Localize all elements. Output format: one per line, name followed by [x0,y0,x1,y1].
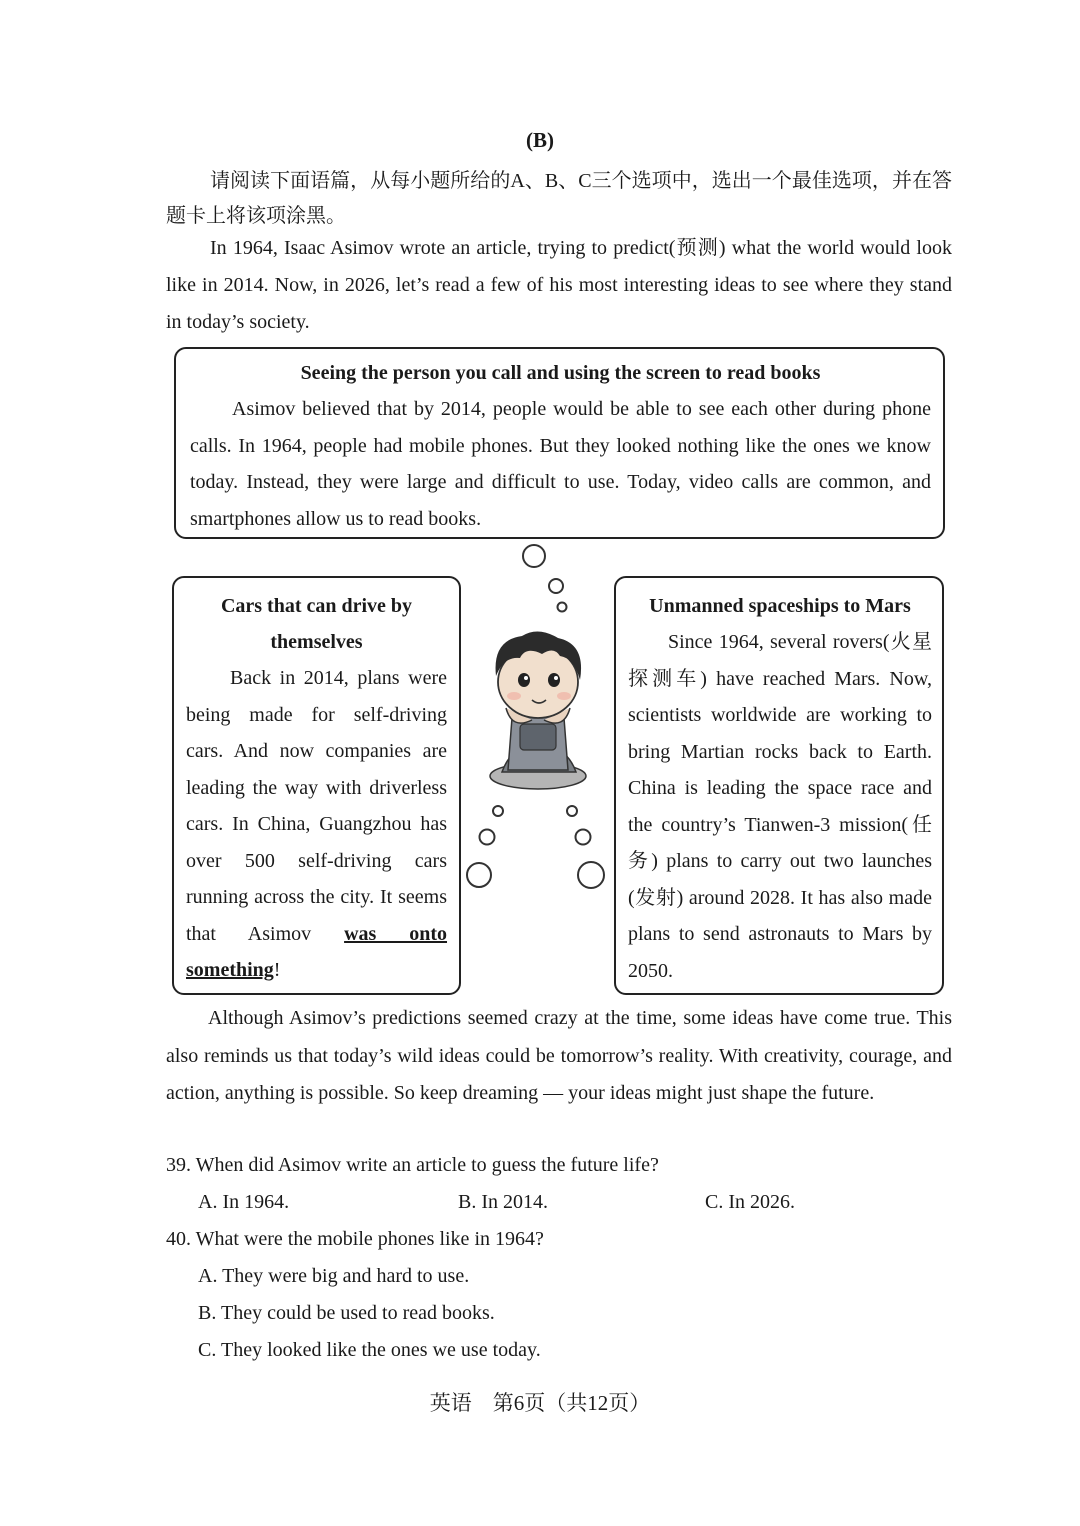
cars-box-title: Cars that can drive by themselves [220,595,413,653]
thought-bubble-right-medium [576,830,591,845]
intro-paragraph: In 1964, Isaac Asimov wrote an article, trying to predict(预测) what the world would look like in 2014. Now, in 2026, let’s read a few of his most interesting ideas to see where they stand in today’s society. [166,237,952,333]
cars-box-text [186,660,447,989]
q39-option-a: A. In 1964. [198,1191,290,1213]
cars-box [172,576,461,995]
thinking-child-illustration [462,540,614,900]
cars-box-end: ! [273,959,281,981]
section-title: (B) [526,128,554,152]
thought-bubble-large [523,545,545,567]
thought-bubble-right-small [567,806,577,816]
cars-box-body: Back in 2014, plans were being made for self-driving cars. And now companies are leading the way with driverless cars. In China, Guangzhou has over 500 self-driving cars running across the city. It seems that Asimov [186,667,447,945]
q40-option-c: C. They looked like the ones we use today. [198,1339,541,1361]
question-40: 40. What were the mobile phones like in 1964? [166,1228,544,1250]
cars-box-underlined: was onto something [186,922,448,981]
child-figure [490,631,586,789]
phone-box-title: Seeing the person you call and using the screen to read books [300,362,821,384]
instruction-text: 请阅读下面语篇，从每小题所给的A、B、C三个选项中，选出一个最佳选项，并在答题卡上将该项涂黑。 [166,170,952,227]
mars-box-text: Since 1964, several rovers(火星探测车) have reached Mars. Now, scientists worldwide are working to bring Martian rocks back to Earth. China is leading the space race and the country’s Tianwen-3 mission(任务) plans to carry out two launches (发射) around 2028. It has also made plans to send astronauts to Mars by 2050. [628,631,932,982]
phone-box-text: Asimov believed that by 2014, people would be able to see each other during phone calls. In 1964, people had mobile phones. But they looked nothing like the ones we know today. Instead, they were large and difficult to use. Today, video calls are common, and smartphones allow us to read books. [190,398,931,530]
thought-bubble-small [558,603,567,612]
q39-option-c: C. In 2026. [705,1191,795,1213]
thought-bubble-medium [549,579,563,593]
q39-option-b: B. In 2014. [458,1191,548,1213]
thought-bubble-left-small [493,806,503,816]
question-39: 39. When did Asimov write an article to guess the future life? [166,1154,659,1176]
phone-box [174,347,945,539]
q40-option-a: A. They were big and hard to use. [198,1265,470,1287]
mars-box [614,576,944,995]
thought-bubble-left-medium [480,830,495,845]
thought-bubble-left-large [467,863,491,887]
closing-paragraph: Although Asimov’s predictions seemed crazy at the time, some ideas have come true. This also reminds us that today’s wild ideas could be tomorrow’s reality. With creativity, courage, and action, anything is possible. So keep dreaming — your ideas might just shape the future. [166,1007,952,1104]
mars-box-title: Unmanned spaceships to Mars [649,595,911,617]
page-footer: 英语 第6页（共12页） [429,1391,651,1415]
thought-bubble-right-large [578,862,604,888]
q40-option-b: B. They could be used to read books. [198,1302,495,1324]
